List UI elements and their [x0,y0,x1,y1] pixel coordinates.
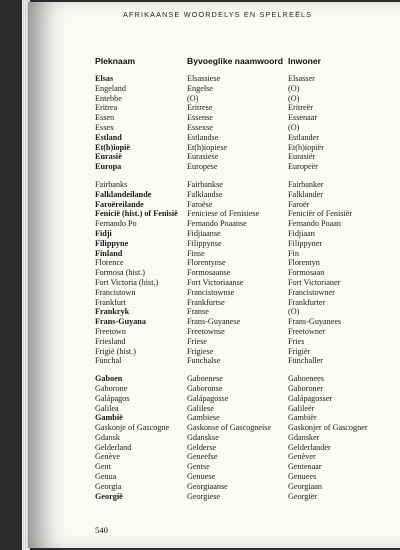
adjective: Filippynse [187,238,222,248]
adjective: Funchalse [187,356,221,366]
place-name: Fairbanks [95,179,128,189]
inhabitant: Gambiër [288,413,317,423]
inhabitant: Gentenaar [288,462,322,472]
inhabitant: Eritreër [288,103,313,113]
adjective: Estlandse [187,132,219,142]
place-name: Gaborone [95,383,128,393]
inhabitant: Estlander [288,132,319,142]
inhabitant: (O) [288,307,300,317]
place-name: Fenicië (hist.) of Fenisië [95,209,178,219]
adjective: Franse [187,307,209,317]
inhabitant: Fin [288,248,299,258]
place-name: Frans-Guyana [95,317,146,327]
inhabitant: Florentyn [288,258,320,268]
group-spacer [187,366,297,374]
adjective: Geneefse [187,452,218,462]
place-name: Fernando Po [95,219,137,229]
inhabitant: Formosaan [288,268,325,278]
place-name: Frankfurt [95,297,126,307]
inhabitant: Elsasser [288,74,315,83]
inhabitant: (O) [288,122,300,132]
place-name: Elsas [95,74,114,83]
adjective: Fort Victoriaanse [187,277,244,287]
adjective: Gambiese [187,413,220,423]
page-number: 540 [95,525,108,535]
inhabitant: Galápagosser [288,393,333,403]
place-name: Gaskonje of Gascogne [95,423,170,433]
inhabitant: Georgiër [288,491,317,501]
adjective: Fairbankse [187,179,223,189]
place-name: Essen [95,113,115,123]
inhabitant: Et(h)iopiër [288,142,324,152]
place-name: Gent [95,462,111,472]
place-name: Frankryk [95,307,130,317]
inhabitant: Faroër [288,199,310,209]
adjective: Feniciese of Fenisiese [187,209,260,219]
place-name: Gelderland [95,442,132,452]
place-name: Georgia [95,481,122,491]
adjective: Formosaanse [187,268,231,278]
header-byvoeglike-naamwoord: Byvoeglike naamwoord [187,56,283,66]
adjective: Essense [187,113,213,123]
inhabitant: Fidjiaan [288,228,315,238]
adjective: Eritrese [187,103,213,113]
inhabitant: Georgiaan [288,481,322,491]
inhabitant: Freetowner [288,326,326,336]
inhabitant: Falklander [288,189,324,199]
inhabitant: Fries [288,336,305,346]
inhabitant: Funchaller [288,356,324,366]
inhabitant: Fernando Poaan [288,219,341,229]
adjective: Engelse [187,83,213,93]
adjective: Fernando Poaanse [187,219,247,229]
adjective: Finse [187,248,205,258]
inhabitant: Frigiër [288,346,311,356]
running-head: AFRIKAANSE WOORDELYS EN SPELREËLS [123,10,313,19]
adjective: Georgiaanse [187,481,228,491]
adjective: Francistownse [187,287,235,297]
adjective: Frankfurtse [187,297,225,307]
place-name: Genève [95,452,121,462]
adjective: Gelderse [187,442,217,452]
adjective: Georgiese [187,491,221,501]
inhabitant: (O) [288,93,300,103]
place-name: Entebbe [95,93,122,103]
inhabitant: (O) [288,83,300,93]
adjective: Friese [187,336,208,346]
inhabitant: Frankfurter [288,297,326,307]
adjective: Galápagosse [187,393,229,403]
place-name: Faroëreilande [95,199,144,209]
group-spacer [288,366,398,374]
place-name: Florence [95,258,124,268]
adjective: Essexse [187,122,213,132]
place-name: Estland [95,132,122,142]
adjective: Falklandse [187,189,223,199]
adjective: Et(h)iopiese [187,142,228,152]
place-name: Fort Victoria (hist.) [95,277,159,287]
adjective: Genuese [187,472,216,482]
inhabitant: Gaskonjer of Gascogner [288,423,368,433]
place-name: Fidji [95,228,112,238]
header-pleknaam: Pleknaam [95,56,136,66]
adjective: Frans-Guyanese [187,317,241,327]
inhabitant: Frans-Guyanees [288,317,342,327]
place-name: Formosa (hist.) [95,268,146,278]
adjective: Fidjiaanse [187,228,221,238]
adjective: Gaboenese [187,374,223,384]
adjective: Freetownse [187,326,225,336]
adjective: Gaskonse of Gascogneise [187,423,272,433]
place-name: Friesland [95,336,126,346]
place-name: Funchal [95,356,122,366]
place-name: Finland [95,248,123,258]
adjective: Eurasiese [187,152,219,162]
adjective: Gaboronse [187,383,223,393]
adjective: (O) [187,93,199,103]
inhabitant: Gaboenees [288,374,324,384]
col2-body [187,74,297,501]
place-name: Gdansk [95,432,121,442]
adjective: Faroëse [187,199,213,209]
column-inwoner [288,56,398,501]
place-name: Europa [95,162,122,172]
place-name: Francistown [95,287,136,297]
adjective: Gdanskse [187,432,219,442]
adjective: Elsassiese [187,74,221,83]
inhabitant: Genèver [288,452,316,462]
adjective: Florentynse [187,258,226,268]
inhabitant: Fairbanker [288,179,324,189]
place-name: Galilea [95,403,119,413]
place-name: Freetown [95,326,126,336]
place-name: Et(h)iopië [95,142,131,152]
inhabitant: Europeër [288,162,319,172]
place-name: Engeland [95,83,126,93]
inhabitant: Fort Victorianer [288,277,341,287]
group-spacer [288,172,398,180]
place-name: Filippyne [95,238,129,248]
place-name: Eritrea [95,103,118,113]
column-byvoeglike-naamwoord [187,56,297,501]
place-name: Gaboen [95,374,123,384]
place-name: Frigië (hist.) [95,346,136,356]
inhabitant: Eurasiër [288,152,316,162]
inhabitant: Gelderlander [288,442,331,452]
col3-body [288,74,398,501]
place-name: Gambië [95,413,123,423]
place-name: Essex [95,122,115,132]
adjective: Europese [187,162,218,172]
inhabitant: Filippyner [288,238,323,248]
group-spacer [187,172,297,180]
inhabitant: Essenaar [288,113,318,123]
inhabitant: Galileër [288,403,315,413]
adjective: Frigiese [187,346,214,356]
inhabitant: Gdansker [288,432,320,442]
place-name: Eurasië [95,152,122,162]
inhabitant: Gaboroner [288,383,324,393]
adjective: Gentse [187,462,210,472]
inhabitant: Francistowner [288,287,335,297]
adjective: Galilese [187,403,214,413]
header-inwoner: Inwoner [288,56,321,66]
place-name: Genua [95,472,117,482]
inhabitant: Genuees [288,472,317,482]
place-name: Galápagos [95,393,130,403]
place-name: Georgië [95,491,123,501]
place-name: Falklandeilande [95,189,152,199]
inhabitant: Feniciër of Fenisiër [288,209,353,219]
